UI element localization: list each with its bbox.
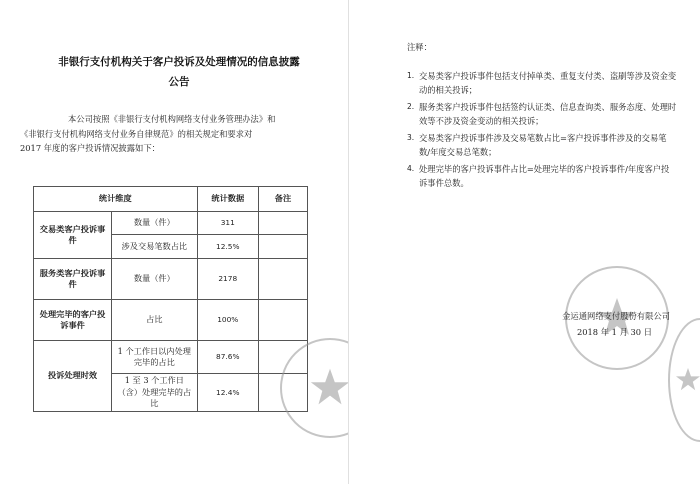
list-item: [407, 100, 677, 129]
page-title: [20, 52, 338, 92]
list-item: [407, 131, 677, 160]
title-line-1: 非银行支付机构关于客户投诉及处理情况的信息披露: [58, 56, 300, 68]
company-seal: [668, 318, 700, 442]
table-header-row: [34, 187, 308, 212]
row-category: 服务类客户投诉事件: [34, 259, 112, 300]
table-row: [34, 212, 308, 235]
table-row: [34, 300, 308, 341]
header-note: 备注: [259, 187, 308, 212]
row-value: 12.5%: [197, 235, 258, 259]
row-note: [259, 212, 308, 235]
note-number: 1.: [407, 70, 415, 80]
row-metric: 1 至 3 个工作日（含）处理完毕的占比: [112, 374, 197, 412]
note-number: 3.: [407, 132, 415, 142]
left-page: [0, 0, 349, 484]
row-metric: 涉及交易笔数占比: [112, 235, 197, 259]
row-metric: 数量（件）: [112, 212, 197, 235]
row-value: 311: [197, 212, 258, 235]
list-item: [407, 162, 677, 191]
row-value: 87.6%: [197, 341, 258, 374]
table-row: [34, 341, 308, 374]
row-metric: 1 个工作日以内处理完毕的占比: [112, 341, 197, 374]
row-metric: 占比: [112, 300, 197, 341]
header-dimension: 统计维度: [34, 187, 198, 212]
intro-line-2: 《非银行支付机构网络支付业务自律规范》的相关规定和要求对: [20, 128, 253, 139]
table-row: [34, 259, 308, 300]
row-note: [259, 235, 308, 259]
notes-list: [407, 69, 677, 191]
note-number: 2.: [407, 101, 415, 111]
star-icon: [670, 320, 700, 440]
intro-paragraph: [20, 112, 310, 156]
row-value: 100%: [197, 300, 258, 341]
notes-label: 注释：: [407, 42, 432, 52]
row-category: 交易类客户投诉事件: [34, 212, 112, 259]
intro-line-1: 本公司按照《非银行支付机构网络支付业务管理办法》和: [68, 114, 276, 124]
row-value: 2178: [197, 259, 258, 300]
row-category: 投诉处理时效: [34, 341, 112, 412]
header-data: 统计数据: [197, 187, 258, 212]
row-note: [259, 259, 308, 300]
row-category: 处理完毕的客户投诉事件: [34, 300, 112, 341]
notes-section: [407, 40, 677, 193]
row-metric: 数量（件）: [112, 259, 197, 300]
complaint-stats-table: [33, 186, 308, 412]
note-number: 4.: [407, 163, 415, 173]
note-text: 交易类客户投诉事件涉及交易笔数占比=客户投诉事件涉及的交易笔数/年度交易总笔数；: [419, 132, 667, 157]
intro-line-3: 2017 年度的客户投诉情况披露如下：: [20, 143, 160, 153]
row-value: 12.4%: [197, 374, 258, 412]
signature-date: 2018 年 1 月 30 日: [576, 327, 652, 337]
note-text: 处理完毕的客户投诉事件占比=处理完毕的客户投诉事件/年度客户投诉事件总数。: [419, 163, 670, 188]
note-text: 服务类客户投诉事件包括签约认证类、信息查询类、服务态度、处理时效等不涉及资金变动的相关投诉；: [419, 101, 677, 126]
note-text: 交易类客户投诉事件包括支付掉单类、重复支付类、盗刷等涉及资金变动的相关投诉；: [419, 70, 677, 95]
list-item: [407, 69, 677, 98]
row-note: [259, 300, 308, 341]
signature-company: 金运通网络支付股份有限公司: [562, 311, 670, 321]
title-line-2: 公告: [168, 76, 190, 88]
